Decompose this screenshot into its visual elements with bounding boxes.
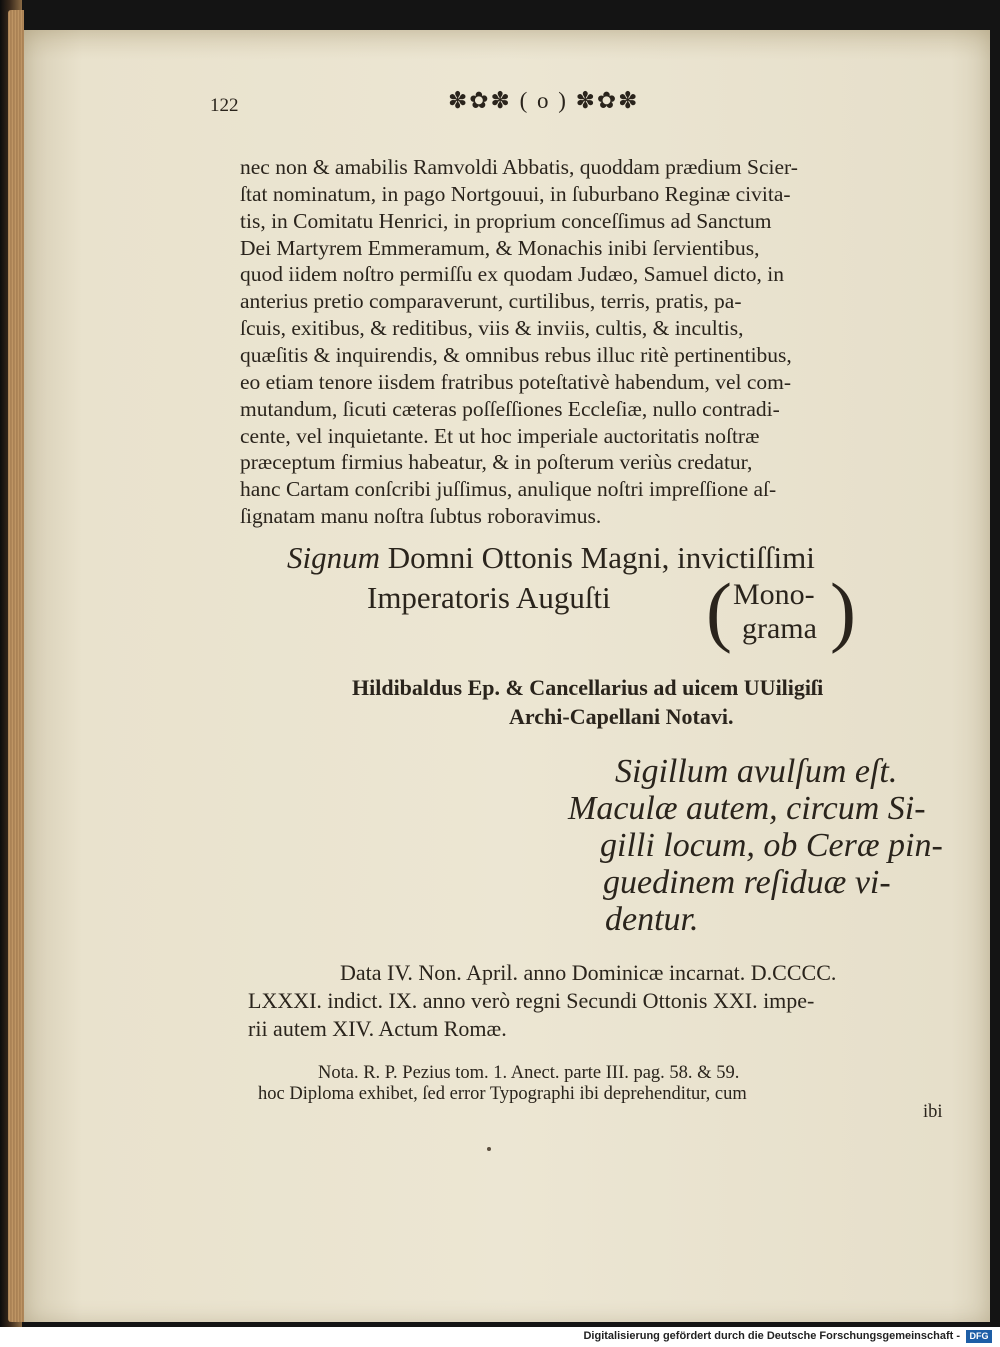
body-line: cente, vel inquietante. Et ut hoc imperiale auctoritatis noſtræ — [240, 424, 760, 448]
monogram-right-bracket: ) — [830, 567, 856, 654]
chancellor-line-2: Archi-Capellani Notavi. — [509, 704, 734, 729]
note-catchword: ibi — [923, 1102, 943, 1122]
seal-note-line: dentur. — [605, 901, 699, 938]
date-line: LXXXI. indict. IX. anno verò regni Secundi Ottonis XXI. impe- — [248, 988, 815, 1013]
monogram-line-1: Mono- — [733, 578, 815, 611]
body-line: quæſitis & inquirendis, & omnibus rebus illuc ritè pertinentibus, — [240, 343, 792, 367]
book-page-edges — [8, 10, 24, 1322]
monogram-left-bracket: ( — [706, 567, 732, 654]
chancellor-line-1: Hildibaldus Ep. & Cancellarius ad uicem UUiligiſi — [352, 675, 824, 700]
page-number: 122 — [210, 95, 239, 116]
body-line: tis, in Comitatu Henrici, in proprium conceſſimus ad Sanctum — [240, 209, 772, 233]
body-line: ſtat nominatum, in pago Nortgouui, in ſuburbano Reginæ civita- — [240, 182, 791, 206]
body-line: ſignatam manu noſtra ſubtus roboravimus. — [240, 504, 602, 528]
body-line: mutandum, ſicuti cæteras poſſeſſiones Eccleſiæ, nullo contradi- — [240, 397, 780, 421]
body-line: præceptum firmius habeatur, & in poſterum veriùs credatur, — [240, 450, 753, 474]
signum-text: Domni Ottonis Magni, invictiſſimi — [387, 540, 815, 575]
signum-line-2: Imperatoris Auguſti — [367, 580, 611, 615]
note-line: Nota. R. P. Pezius tom. 1. Anect. parte III. pag. 58. & 59. — [318, 1063, 740, 1083]
body-line: quod iidem noſtro permiſſu ex quodam Judæo, Samuel dicto, in — [240, 262, 785, 286]
date-line: rii autem XIV. Actum Romæ. — [248, 1016, 507, 1041]
seal-note-line: Sigillum avulſum eſt. — [615, 753, 898, 790]
seal-note-line: guedinem reſiduæ vi- — [603, 864, 891, 901]
seal-note-line: Maculæ autem, circum Si- — [568, 790, 926, 827]
monogram-line-2: grama — [742, 612, 817, 645]
footer-credit: Digitalisierung gefördert durch die Deutsche Forschungsgemeinschaft - — [583, 1330, 960, 1342]
signum-word: Signum — [287, 540, 380, 575]
seal-note-line: gilli locum, ob Ceræ pin- — [600, 827, 943, 864]
digitization-footer — [0, 1327, 1000, 1347]
body-line: nec non & amabilis Ramvoldi Abbatis, quoddam prædium Scier- — [240, 155, 798, 179]
body-line: ſcuis, exitibus, & reditibus, viis & inviis, cultis, & incultis, — [240, 316, 744, 340]
body-line: Dei Martyrem Emmeramum, & Monachis inibi ſervientibus, — [240, 236, 760, 260]
page-shading — [24, 30, 990, 60]
signum-line-1 — [287, 540, 815, 576]
header-ornament: ✽✿✽ ( o ) ✽✿✽ — [448, 88, 640, 113]
body-line: anterius pretio comparaverunt, curtilibus, terris, pratis, pa- — [240, 289, 742, 313]
note-line: hoc Diploma exhibet, ſed error Typographi ibi deprehenditur, cum — [258, 1084, 747, 1104]
page-speck — [487, 1147, 491, 1151]
body-line: hanc Cartam conſcribi juſſimus, anulique noſtri impreſſione aſ- — [240, 477, 777, 501]
body-line: eo etiam tenore iisdem fratribus poteſtativè habendum, vel com- — [240, 370, 792, 394]
date-line: Data IV. Non. April. anno Dominicæ incarnat. D.CCCC. — [340, 960, 837, 985]
dfg-logo: DFG — [966, 1330, 992, 1343]
